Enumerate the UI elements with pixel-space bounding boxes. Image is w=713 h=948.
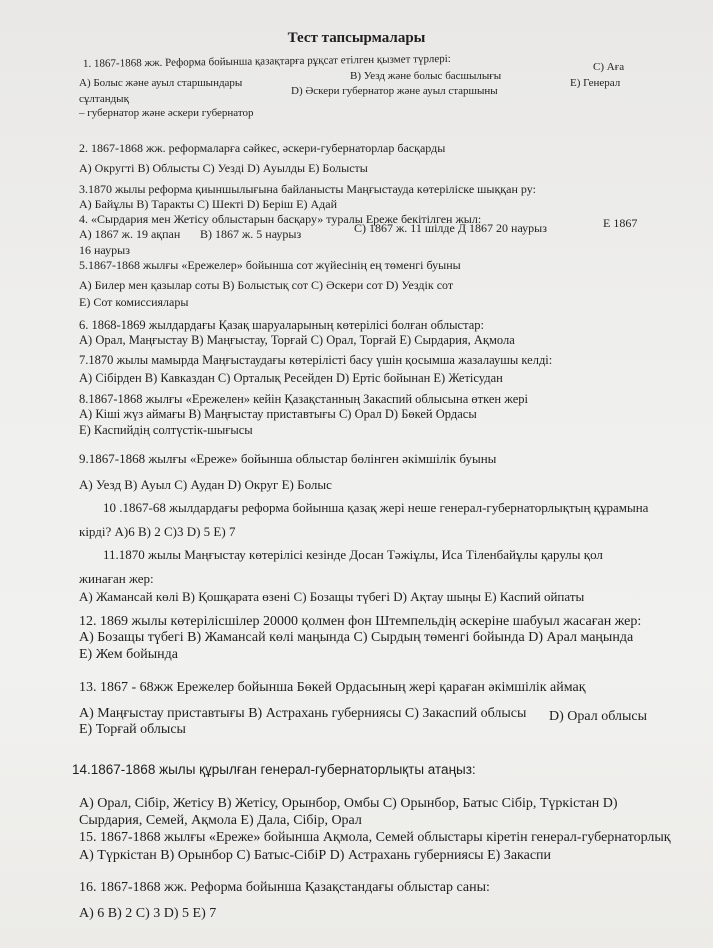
q1-option-a-cont: сұлтандық bbox=[79, 93, 129, 105]
q2-options: А) Округті В) Облысты С) Уезді D) Ауылды Е) Болысты bbox=[79, 161, 368, 175]
question-10: 10 .1867-68 жылдардағы реформа бойынша қазақ жері неше генерал-губернаторлықтың құрамына bbox=[103, 500, 649, 515]
q3-options: А) Байұлы В) Таракты С) Шекті D) Беріш Е) Адай bbox=[79, 197, 337, 211]
q15-options: А) Түркістан В) Орынбор С) Батыс-СібіР D) Астрахань губерниясы Е) Закаспи bbox=[79, 848, 552, 863]
question-13: 13. 1867 - 68жж Ережелер бойынша Бөкей Ордасының жері қараған әкімшілік аймақ bbox=[79, 680, 586, 695]
q13-option-e: Е) Торғай облысы bbox=[79, 722, 186, 737]
question-7: 7.1870 жылы мамырда Маңғыстаудағы көтерілісті басу үшін қосымша жазалаушы келді: bbox=[79, 353, 553, 367]
q12-options: А) Бозащы түбегі В) Жамансай көлі маңында С) Сырдың төменгі бойында D) Арал маңында bbox=[79, 630, 634, 645]
question-3: 3.1870 жылы реформа қиыншылығына байланысты Маңғыстауда көтеріліске шыққан ру: bbox=[79, 182, 536, 196]
q1-option-d: D) Әскери губернатор және ауыл старшыны bbox=[291, 85, 498, 97]
question-16: 16. 1867-1868 жж. Реформа бойынша Қазақстандағы облыстар саны: bbox=[79, 880, 490, 895]
q13-options: А) Маңғыстау приставтығы В) Астрахань губерниясы С) Закаспий облысы bbox=[79, 706, 527, 721]
q4-option-b: В) 1867 ж. 5 наурыз bbox=[200, 227, 302, 241]
q6-options: А) Орал, Маңғыстау В) Маңғыстау, Торғай С) Орал, Торғай Е) Сырдария, Ақмола bbox=[79, 333, 515, 347]
q8-options: А) Кіші жүз аймағы В) Маңғыстау приставтығы С) Орал D) Бөкей Ордасы bbox=[79, 407, 477, 421]
question-14: 14.1867-1868 жылы құрылған генерал-губернаторлықты атаңыз: bbox=[72, 762, 476, 777]
question-12: 12. 1869 жылы көтерілісшілер 20000 қолмен фон Штемпельдің әскеріне шабуыл жасаған жер: bbox=[79, 614, 642, 629]
q16-options: А) 6 В) 2 С) 3 D) 5 Е) 7 bbox=[79, 906, 217, 921]
question-1: 1. 1867-1868 жж. Реформа бойынша қазақтарға рұқсат етілген қызмет түрлері: bbox=[82, 52, 451, 70]
q1-option-e-cont: – губернатор және әскери губернатор bbox=[79, 107, 254, 119]
q1-option-a: А) Болыс және ауыл старшындары bbox=[79, 77, 243, 89]
q4-option-e-cont: 16 наурыз bbox=[79, 243, 130, 257]
q1-option-c: С) Аға bbox=[593, 61, 625, 73]
q1-option-b: В) Уезд және болыс басшылығы bbox=[350, 70, 502, 82]
q4-option-c-d: С) 1867 ж. 11 шілде Д 1867 20 наурыз bbox=[354, 221, 547, 235]
question-11: 11.1870 жылы Маңғыстау көтерілісі кезінде Досан Тәжіұлы, Иса Тіленбайұлы қарулы қол bbox=[103, 547, 603, 562]
q13-option-d: D) Орал облысы bbox=[549, 709, 647, 724]
q7-options: А) Сібірден В) Кавказдан С) Орталық Ресейден D) Ертіс бойынан Е) Жетісудан bbox=[79, 371, 503, 385]
question-6: 6. 1868-1869 жылдардағы Қазақ шаруаларының көтерілісі болған облыстар: bbox=[79, 318, 484, 332]
question-11-cont: жинаған жер: bbox=[79, 571, 154, 586]
q5-option-e: Е) Сот комиссиялары bbox=[79, 295, 189, 309]
question-8: 8.1867-1868 жылғы «Ережелен» кейін Қазақстанның Закаспий облысына өткен жері bbox=[79, 392, 528, 406]
q14-options-cont: Сырдария, Семей, Ақмола Е) Дала, Сібір, Орал bbox=[79, 813, 362, 828]
q5-options: А) Билер мен қазылар соты В) Болыстық сот С) Әскери сот D) Уездік сот bbox=[79, 278, 454, 292]
question-4: 4. «Сырдария мен Жетісу облыстарын басқару» туралы Ереже бекітілген жыл: bbox=[79, 212, 482, 226]
page-title: Тест тапсырмалары bbox=[287, 30, 426, 46]
q12-option-e: Е) Жем бойында bbox=[79, 647, 178, 662]
q14-options: А) Орал, Сібір, Жетісу В) Жетісу, Орынбор, Омбы С) Орынбор, Батыс Сібір, Түркістан D) bbox=[79, 796, 618, 811]
q4-option-e: Е 1867 bbox=[603, 216, 638, 230]
q8-option-e: Е) Каспийдің солтүстік-шығысы bbox=[79, 423, 253, 437]
question-9: 9.1867-1868 жылғы «Ереже» бойынша облыстар бөлінген әкімшілік буыны bbox=[79, 451, 497, 466]
question-2: 2. 1867-1868 жж. реформаларға сәйкес, әскери-губернаторлар басқарды bbox=[79, 141, 446, 155]
question-5: 5.1867-1868 жылғы «Ережелер» бойынша сот жүйесінің ең төменгі буыны bbox=[79, 258, 461, 272]
q4-option-a: А) 1867 ж. 19 ақпан bbox=[79, 227, 181, 241]
q9-options: А) Уезд В) Ауыл С) Аудан D) Округ Е) Болыс bbox=[79, 477, 332, 492]
q10-options: кірді? А)6 В) 2 С)3 D) 5 Е) 7 bbox=[79, 524, 236, 539]
q11-options: А) Жамансай көлі В) Қошқарата өзені С) Бозащы түбегі D) Ақтау шыңы Е) Каспий ойпаты bbox=[79, 589, 585, 604]
question-15: 15. 1867-1868 жылғы «Ереже» бойынша Ақмола, Семей облыстары кіретін генерал-губернаторлық bbox=[79, 830, 671, 845]
q1-option-e: Е) Генерал bbox=[570, 77, 621, 89]
